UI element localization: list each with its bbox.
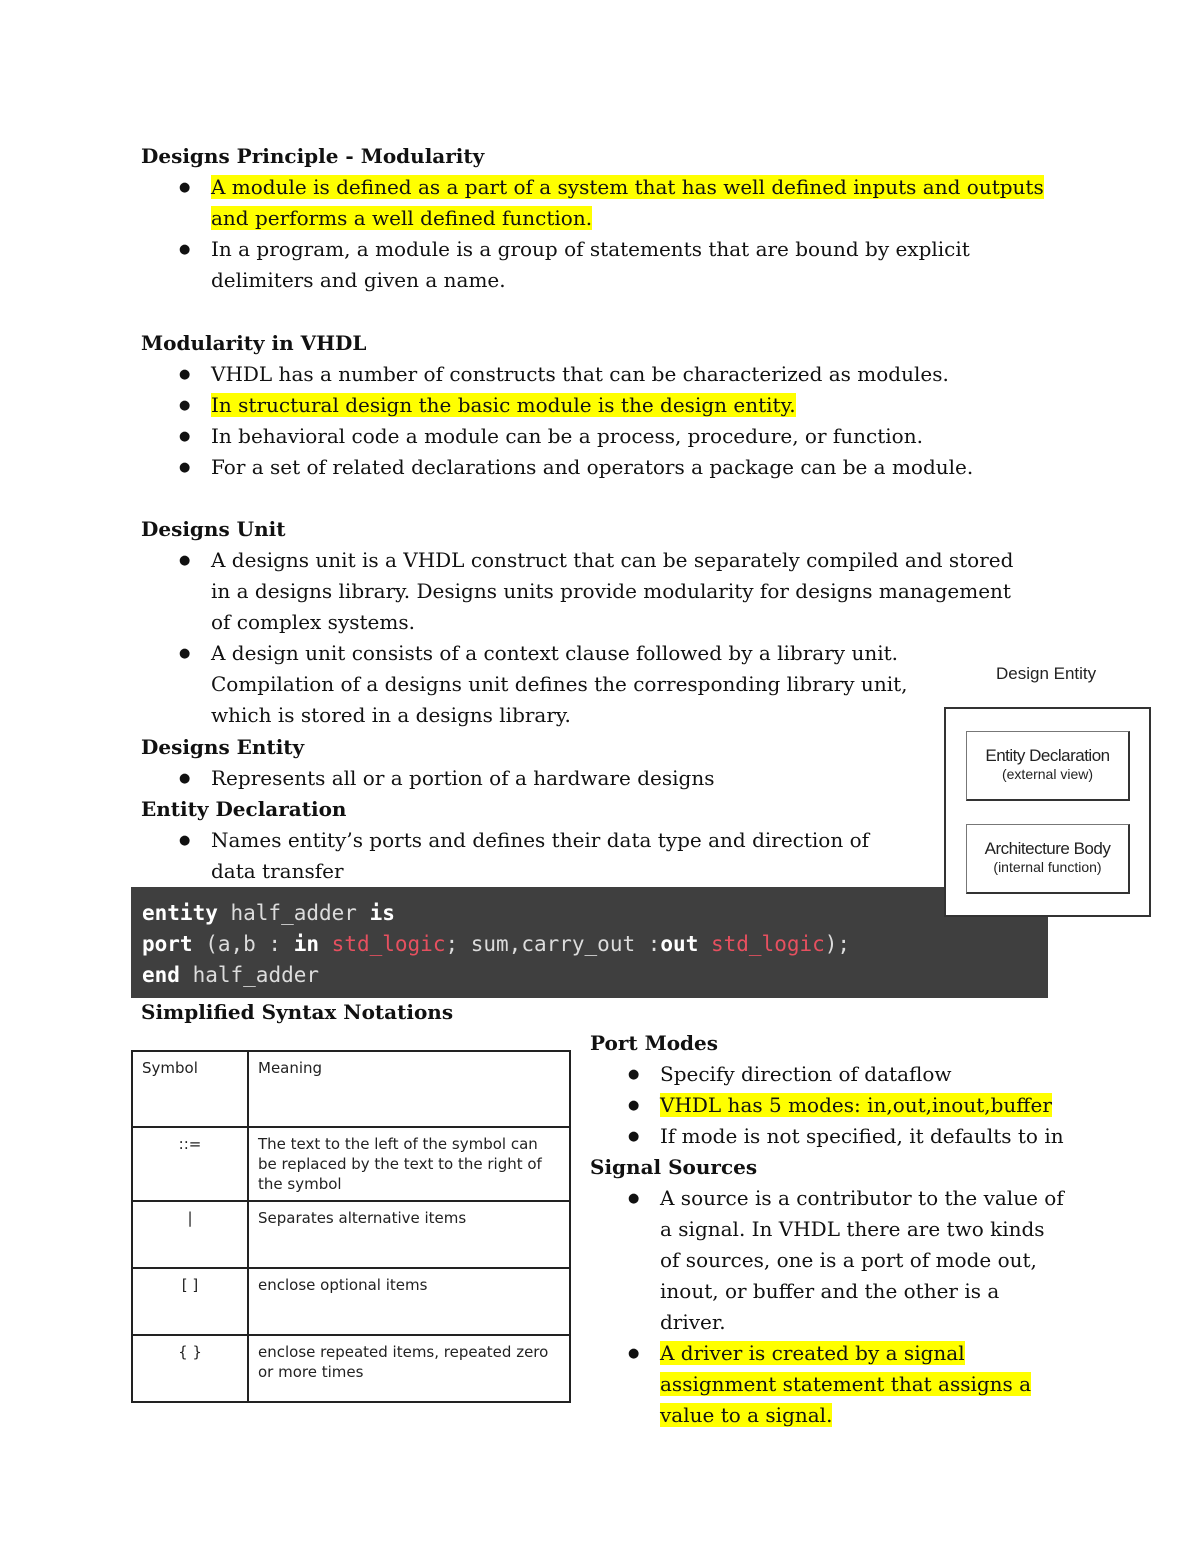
signal-sources-list-2 (624, 1338, 1064, 1431)
entity-declaration-box (966, 731, 1130, 801)
list-item: ● Represents all or a portion of a hardware designs (175, 763, 915, 794)
entity-declaration-box-title: Entity Declaration (985, 746, 1110, 765)
table-cell: { } (132, 1335, 248, 1402)
design-unit-list-2 (175, 638, 925, 731)
list-item: ● A driver is created by a signal assignment statement that assigns a value to a signal. (624, 1338, 1064, 1431)
list-item: ● In structural design the basic module is the design entity. (175, 390, 1055, 421)
table-cell: ::= (132, 1127, 248, 1201)
list-item: ● VHDL has 5 modes: in,out,inout,buffer (624, 1090, 1094, 1121)
vhdl-modularity-list (175, 359, 1055, 483)
heading-port-modes: Port Modes (590, 1031, 719, 1055)
table-row (132, 1335, 570, 1402)
code-line-1: entity half_adder is (142, 901, 395, 925)
table-cell: enclose repeated items, repeated zero or more times (248, 1335, 570, 1402)
table-cell: enclose optional items (248, 1268, 570, 1335)
port-modes-list (624, 1059, 1094, 1152)
design-entity-list (175, 763, 915, 794)
list-item: ● In behavioral code a module can be a process, procedure, or function. (175, 421, 1055, 452)
heading-modularity: Designs Principle - Modularity (141, 144, 485, 168)
list-item: ● A design unit consists of a context clause followed by a library unit. Compilation of a designs unit defines the corresponding library unit, which is stored in a designs library. (175, 638, 925, 731)
code-block (131, 887, 1048, 998)
list-item: ● In a program, a module is a group of statements that are bound by explicit delimiters and given a name. (175, 234, 1055, 296)
design-unit-list (175, 545, 1030, 638)
table-cell: | (132, 1201, 248, 1268)
syntax-table (131, 1050, 571, 1403)
modularity-list (175, 172, 1055, 296)
table-row (132, 1127, 570, 1201)
table-cell: Separates alternative items (248, 1201, 570, 1268)
table-header-cell: Symbol (132, 1051, 248, 1127)
list-item: ● VHDL has a number of constructs that can be characterized as modules. (175, 359, 1055, 390)
architecture-body-box-subtitle: (internal function) (993, 859, 1102, 875)
list-item: ● A designs unit is a VHDL construct that can be separately compiled and stored in a designs library. Designs units provide modularity for designs management of complex systems. (175, 545, 1030, 638)
list-item: ● For a set of related declarations and operators a package can be a module. (175, 452, 1055, 483)
heading-design-unit: Designs Unit (141, 517, 286, 541)
table-header-cell: Meaning (248, 1051, 570, 1127)
list-item: ● Names entity’s ports and defines their data type and direction of data transfer (175, 825, 875, 887)
table-header-row (132, 1051, 570, 1127)
heading-syntax-notations: Simplified Syntax Notations (141, 1000, 454, 1024)
code-line-3: end half_adder (142, 963, 320, 987)
heading-design-entity: Designs Entity (141, 735, 305, 759)
architecture-body-box (966, 824, 1130, 894)
table-row (132, 1268, 570, 1335)
architecture-body-box-title: Architecture Body (984, 839, 1111, 858)
heading-modularity-in-vhdl: Modularity in VHDL (141, 331, 367, 355)
code-line-2: port (a,b : in std_logic; sum,carry_out :out std_logic); (142, 932, 851, 956)
entity-declaration-box-subtitle: (external view) (1001, 766, 1094, 782)
design-entity-diagram (944, 707, 1151, 917)
list-item: ● A source is a contributor to the value of a signal. In VHDL there are two kinds of sources, one is a port of mode out, inout, or buffer and the other is a driver. (624, 1183, 1064, 1338)
signal-sources-list (624, 1183, 1064, 1338)
diagram-title: Design Entity (996, 664, 1097, 683)
table-cell: [ ] (132, 1268, 248, 1335)
table-cell: The text to the left of the symbol can be replaced by the text to the right of the symbol (248, 1127, 570, 1201)
table-row (132, 1201, 570, 1268)
list-item: ● Specify direction of dataflow (624, 1059, 1094, 1090)
list-item: ● A module is defined as a part of a system that has well defined inputs and outputs and performs a well defined function. (175, 172, 1055, 234)
list-item: ● If mode is not specified, it defaults to in (624, 1121, 1094, 1152)
entity-declaration-list (175, 825, 875, 887)
heading-signal-sources: Signal Sources (590, 1155, 758, 1179)
heading-entity-declaration: Entity Declaration (141, 797, 347, 821)
